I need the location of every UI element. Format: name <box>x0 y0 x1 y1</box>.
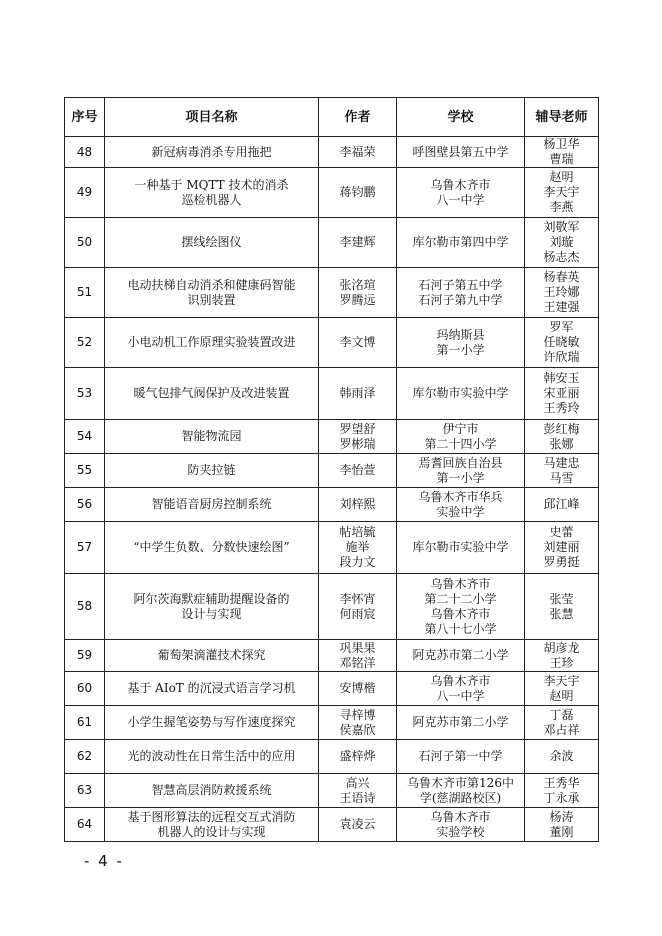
table-row <box>65 218 599 268</box>
cell-author-line: 罗彬瑞 <box>339 436 376 451</box>
cell-author-line: 帖培毓 <box>339 525 376 539</box>
cell-author-line: 罗腾远 <box>339 292 376 307</box>
header-project: 项目名称 <box>105 98 319 137</box>
cell-teacher-line: 赵明 <box>549 170 574 184</box>
table-header-row <box>65 98 599 137</box>
cell-school-line: 第一小学 <box>436 342 485 357</box>
cell-project <box>105 640 319 672</box>
table-row <box>65 318 599 368</box>
cell-school-line: 八一中学 <box>436 192 485 207</box>
cell-author-line: 何雨宸 <box>339 606 376 621</box>
cell-author <box>319 574 397 640</box>
cell-teacher-line: 王建强 <box>543 300 580 314</box>
cell-school <box>397 268 525 318</box>
cell-teacher-line: 杨志杰 <box>543 250 580 264</box>
page-number: - 4 - <box>84 852 124 870</box>
cell-author <box>319 672 397 706</box>
cell-project <box>105 488 319 522</box>
cell-author <box>319 168 397 218</box>
cell-teacher-line: 曹瑞 <box>549 152 574 166</box>
cell-teacher-line: 马雪 <box>549 470 574 485</box>
cell-teacher-line: 杨涛 <box>549 809 574 824</box>
cell-school-line: 库尔勒市实验中学 <box>412 540 509 554</box>
cell-project-line: 一种基于 MQTT 技术的消杀 <box>134 177 289 192</box>
cell-project-line: 智能语音厨房控制系统 <box>151 497 272 511</box>
cell-project <box>105 420 319 454</box>
cell-school <box>397 454 525 488</box>
cell-school <box>397 774 525 808</box>
cell-project <box>105 168 319 218</box>
cell-project <box>105 808 319 842</box>
cell-project <box>105 454 319 488</box>
cell-teacher <box>525 318 599 368</box>
cell-author-line: 王语诗 <box>339 790 376 805</box>
cell-school-line: 第一小学 <box>436 470 485 485</box>
cell-teacher-line: 张莹 <box>549 591 574 606</box>
cell-teacher <box>525 268 599 318</box>
cell-no: 63 <box>65 774 105 808</box>
cell-school-line: 乌鲁木齐市 <box>430 809 491 824</box>
cell-teacher-line: 胡彦龙 <box>543 640 580 655</box>
table-row <box>65 740 599 774</box>
cell-school <box>397 574 525 640</box>
cell-project <box>105 218 319 268</box>
cell-school-line: 乌鲁木齐市 <box>430 177 491 192</box>
cell-no: 52 <box>65 318 105 368</box>
table-row <box>65 672 599 706</box>
cell-teacher-line: 王秀玲 <box>543 401 580 415</box>
cell-project-line: 电动扶梯自动消杀和健康码智能 <box>127 277 296 292</box>
cell-teacher-line: 马建忠 <box>543 455 580 470</box>
cell-project-line: 摆线绘图仪 <box>181 235 242 249</box>
cell-project-line: 智能物流园 <box>181 429 242 443</box>
cell-teacher-line: 邓占祥 <box>543 722 580 737</box>
cell-school <box>397 218 525 268</box>
cell-teacher <box>525 740 599 774</box>
cell-school-line: 石河子第五中学 <box>418 277 503 292</box>
cell-project-line: 阿尔茨海默症辅助提醒设备的 <box>133 591 290 606</box>
table-row <box>65 522 599 574</box>
cell-project-line: 防夹拉链 <box>187 463 236 477</box>
cell-school-line: 石河子第九中学 <box>418 292 503 307</box>
table-row <box>65 488 599 522</box>
cell-teacher <box>525 420 599 454</box>
cell-school-line: 阿克苏市第二小学 <box>412 648 509 662</box>
cell-no: 50 <box>65 218 105 268</box>
cell-school <box>397 808 525 842</box>
cell-teacher-line: 彭红梅 <box>543 421 580 436</box>
cell-teacher-line: 赵明 <box>549 688 574 703</box>
cell-teacher <box>525 454 599 488</box>
cell-author-line: 刘梓熙 <box>339 497 376 511</box>
cell-school <box>397 522 525 574</box>
cell-author-line: 蒋钧鹏 <box>339 185 376 199</box>
cell-no: 55 <box>65 454 105 488</box>
cell-school <box>397 368 525 420</box>
cell-author <box>319 488 397 522</box>
header-school: 学校 <box>397 98 525 137</box>
cell-teacher-line: 李燕 <box>549 200 574 214</box>
cell-teacher <box>525 640 599 672</box>
cell-no: 62 <box>65 740 105 774</box>
cell-project <box>105 268 319 318</box>
cell-project <box>105 522 319 574</box>
cell-project <box>105 318 319 368</box>
cell-author-line: 施举 <box>345 540 370 554</box>
cell-teacher-line: 刘璇 <box>549 235 574 249</box>
cell-author <box>319 740 397 774</box>
cell-school-line: 乌鲁木齐市第126中 <box>407 775 514 790</box>
cell-teacher-line: 余波 <box>549 749 574 763</box>
cell-teacher-line: 任晓敏 <box>543 335 580 349</box>
cell-author <box>319 318 397 368</box>
table-row <box>65 368 599 420</box>
cell-project-line: 智慧高层消防救援系统 <box>151 783 272 797</box>
cell-teacher-line: 罗军 <box>549 320 574 334</box>
cell-teacher-line: 许欣瑞 <box>543 350 580 364</box>
cell-author-line: 寻梓博 <box>339 707 376 722</box>
cell-teacher-line: 李天宇 <box>543 185 580 199</box>
cell-project-line: 暖气包排气阀保护及改进装置 <box>133 386 290 400</box>
cell-no: 54 <box>65 420 105 454</box>
cell-author-line: 邓铭洋 <box>339 655 376 670</box>
cell-project <box>105 137 319 168</box>
table-row <box>65 808 599 842</box>
cell-project <box>105 672 319 706</box>
cell-school-line: 石河子第一中学 <box>418 749 503 763</box>
cell-teacher <box>525 368 599 420</box>
cell-author-line: 巩果果 <box>339 640 376 655</box>
cell-project-line: “中学生负数、分数快速绘图” <box>133 540 290 554</box>
cell-school <box>397 640 525 672</box>
cell-school <box>397 318 525 368</box>
cell-school-line: 学(慈湖路校区) <box>419 790 502 805</box>
cell-teacher-line: 刘敬军 <box>543 220 580 234</box>
cell-author-line: 袁凌云 <box>339 817 376 831</box>
cell-teacher-line: 邱江峰 <box>543 497 580 511</box>
cell-teacher <box>525 218 599 268</box>
cell-teacher-line: 张慧 <box>549 606 574 621</box>
cell-school-line: 库尔勒市第四中学 <box>412 235 509 249</box>
cell-no: 61 <box>65 706 105 740</box>
cell-school <box>397 420 525 454</box>
cell-teacher-line: 王秀华 <box>543 775 580 790</box>
cell-school-line: 乌鲁木齐市华兵 <box>418 489 503 504</box>
cell-teacher-line: 罗勇挺 <box>543 555 580 569</box>
table-body <box>65 137 599 842</box>
cell-teacher <box>525 672 599 706</box>
cell-author-line: 侯嘉欣 <box>339 722 376 737</box>
cell-project <box>105 740 319 774</box>
cell-author <box>319 368 397 420</box>
cell-school <box>397 168 525 218</box>
cell-no: 58 <box>65 574 105 640</box>
cell-author-line: 安博楷 <box>339 681 376 695</box>
table-row <box>65 420 599 454</box>
cell-school-line: 乌鲁木齐市 <box>430 576 491 591</box>
table-row <box>65 640 599 672</box>
cell-author-line: 韩雨泽 <box>339 386 376 400</box>
cell-school-line: 实验中学 <box>436 504 485 519</box>
cell-school-line: 八一中学 <box>436 688 485 703</box>
cell-teacher <box>525 574 599 640</box>
cell-school-line: 乌鲁木齐市 <box>430 606 491 621</box>
cell-author-line: 罗望舒 <box>339 421 376 436</box>
cell-project-line: 光的波动性在日常生活中的应用 <box>127 749 296 763</box>
cell-teacher-line: 王玲娜 <box>543 285 580 299</box>
cell-author-line: 李怡萱 <box>339 463 376 477</box>
cell-author <box>319 522 397 574</box>
cell-school <box>397 740 525 774</box>
table-row <box>65 574 599 640</box>
cell-teacher-line: 刘建丽 <box>543 540 580 554</box>
award-table <box>64 97 599 842</box>
cell-project-line: 基于图形算法的远程交互式消防 <box>127 809 296 824</box>
cell-author <box>319 640 397 672</box>
cell-project-line: 小学生握笔姿势与写作速度探究 <box>127 715 296 729</box>
cell-author <box>319 268 397 318</box>
cell-author <box>319 454 397 488</box>
cell-school-line: 第二十四小学 <box>424 436 497 451</box>
cell-teacher-line: 李天宇 <box>543 673 580 688</box>
cell-teacher-line: 董刚 <box>549 824 574 839</box>
table-row <box>65 454 599 488</box>
cell-no: 49 <box>65 168 105 218</box>
header-no: 序号 <box>65 98 105 137</box>
cell-project <box>105 774 319 808</box>
cell-school-line: 阿克苏市第二小学 <box>412 715 509 729</box>
cell-no: 64 <box>65 808 105 842</box>
cell-project <box>105 706 319 740</box>
cell-author-line: 李文博 <box>339 335 376 349</box>
cell-teacher <box>525 522 599 574</box>
cell-author-line: 李怀宵 <box>339 591 376 606</box>
cell-school-line: 焉耆回族自治县 <box>418 455 503 470</box>
cell-teacher <box>525 137 599 168</box>
cell-school-line: 乌鲁木齐市 <box>430 673 491 688</box>
cell-author-line: 李福荣 <box>339 144 376 159</box>
cell-school-line: 实验学校 <box>436 824 485 839</box>
cell-project-line: 葡萄架滴灌技术探究 <box>157 648 266 662</box>
table-row <box>65 168 599 218</box>
cell-project-line: 基于 AIoT 的沉浸式语言学习机 <box>127 681 296 695</box>
cell-project <box>105 368 319 420</box>
cell-no: 48 <box>65 137 105 168</box>
header-teacher: 辅导老师 <box>525 98 599 137</box>
cell-teacher-line: 张娜 <box>549 436 574 451</box>
cell-school-line: 第八十七小学 <box>424 621 497 636</box>
cell-teacher-line: 杨春英 <box>543 270 580 284</box>
cell-teacher-line: 王珍 <box>549 655 574 670</box>
cell-no: 53 <box>65 368 105 420</box>
cell-author-line: 张洺瑄 <box>339 277 376 292</box>
cell-teacher-line: 韩安玉 <box>543 371 580 385</box>
cell-author-line: 高兴 <box>345 775 370 790</box>
cell-author <box>319 218 397 268</box>
cell-author <box>319 420 397 454</box>
cell-school-line: 第二十二小学 <box>424 591 497 606</box>
cell-author <box>319 808 397 842</box>
cell-project-line: 机器人的设计与实现 <box>157 824 266 839</box>
cell-author <box>319 137 397 168</box>
cell-teacher-line: 杨卫华 <box>543 137 580 151</box>
cell-no: 51 <box>65 268 105 318</box>
cell-school <box>397 488 525 522</box>
table-row <box>65 268 599 318</box>
cell-teacher <box>525 706 599 740</box>
cell-no: 59 <box>65 640 105 672</box>
cell-author-line: 盛梓烨 <box>339 749 376 763</box>
cell-teacher-line: 丁永承 <box>543 790 580 805</box>
cell-teacher <box>525 488 599 522</box>
cell-school-line: 玛纳斯县 <box>436 327 485 342</box>
cell-teacher-line: 宋亚丽 <box>543 386 580 400</box>
cell-project-line: 巡检机器人 <box>181 192 242 207</box>
table-row <box>65 774 599 808</box>
cell-teacher <box>525 168 599 218</box>
cell-teacher-line: 丁磊 <box>549 707 574 722</box>
cell-project <box>105 574 319 640</box>
cell-author-line: 李建辉 <box>339 235 376 249</box>
cell-school <box>397 137 525 168</box>
cell-project-line: 识别装置 <box>187 292 236 307</box>
cell-author <box>319 706 397 740</box>
cell-no: 57 <box>65 522 105 574</box>
cell-author <box>319 774 397 808</box>
cell-project-line: 小电动机工作原理实验装置改进 <box>127 335 296 349</box>
table-row <box>65 137 599 168</box>
cell-no: 60 <box>65 672 105 706</box>
cell-teacher <box>525 808 599 842</box>
cell-school <box>397 706 525 740</box>
cell-no: 56 <box>65 488 105 522</box>
cell-school-line: 呼图壁县第五中学 <box>412 144 509 159</box>
cell-school-line: 伊宁市 <box>442 421 479 436</box>
cell-teacher-line: 史蕾 <box>549 525 574 539</box>
cell-school-line: 库尔勒市实验中学 <box>412 386 509 400</box>
cell-teacher <box>525 774 599 808</box>
cell-school <box>397 672 525 706</box>
header-author: 作者 <box>319 98 397 137</box>
cell-project-line: 设计与实现 <box>181 606 242 621</box>
cell-project-line: 新冠病毒消杀专用拖把 <box>151 144 272 159</box>
cell-author-line: 段力文 <box>339 555 376 569</box>
table-row <box>65 706 599 740</box>
